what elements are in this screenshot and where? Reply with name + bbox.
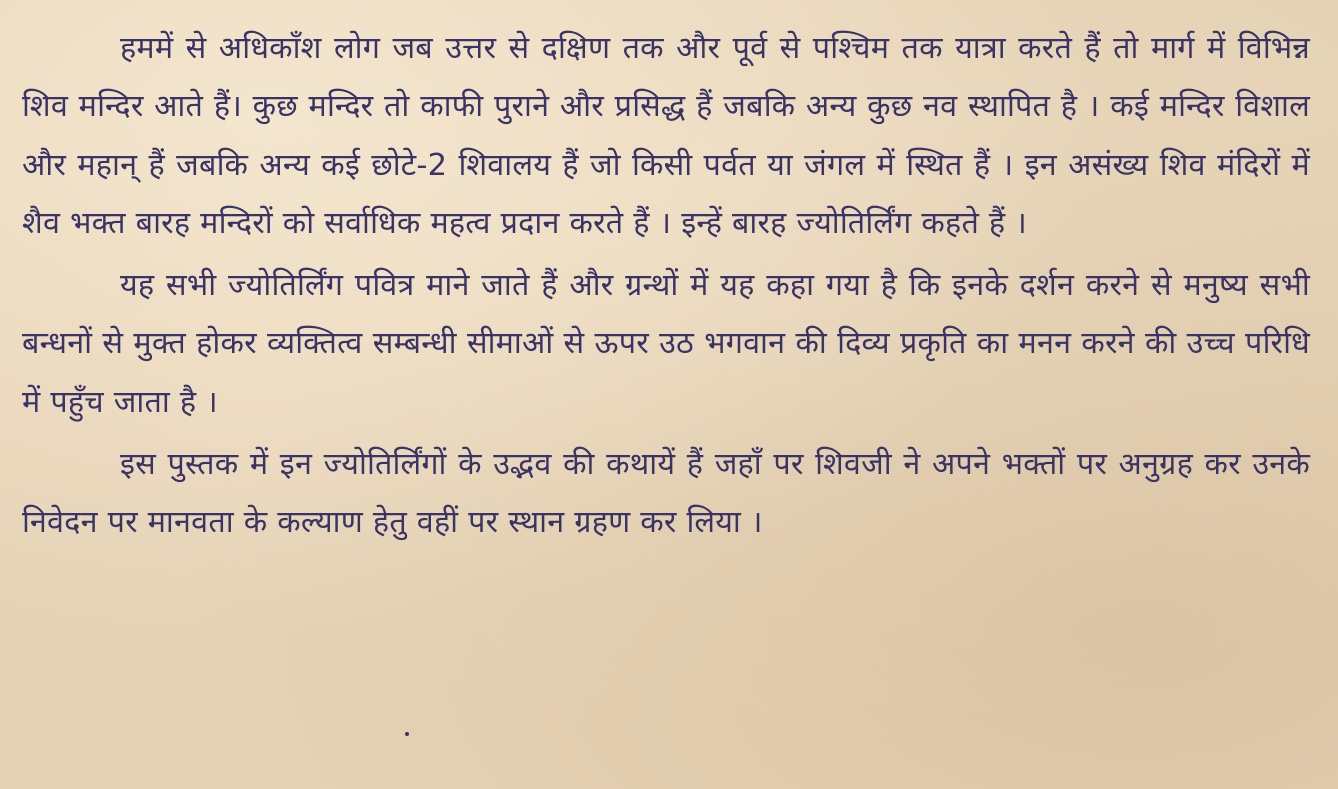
paragraph-introduction: हममें से अधिकाँश लोग जब उत्तर से दक्षिण तक और पूर्व से पश्चिम तक यात्रा करते हैं तो मार्ग में विभिन्न शिव मन्दिर आते हैं। कुछ मन्दिर तो काफी पुराने और प्रसिद्ध हैं जबकि अन्य कुछ नव स्थापित है । कई मन्दिर विशाल और महान् हैं जबकि अन्य कई छोटे-2 शिवालय हैं जो किसी पर्वत या जंगल में स्थित हैं । इन असंख्य शिव मंदिरों में शैव भक्त बारह मन्दिरों को सर्वाधिक महत्व प्रदान करते हैं । इन्हें बारह ज्योतिर्लिंग कहते हैं । <box>22 31 1310 241</box>
paragraph-significance: यह सभी ज्योतिर्लिंग पवित्र माने जाते हैं और ग्रन्थों में यह कहा गया है कि इनके दर्शन करने से मनुष्य सभी बन्धनों से मुक्त होकर व्यक्तित्व सम्बन्धी सीमाओं से ऊपर उठ भगवान की दिव्य प्रकृति का मनन करने की उच्च परिधि में पहुँच जाता है । <box>22 268 1310 420</box>
ink-speck <box>405 732 409 736</box>
paragraph-book-content: इस पुस्तक में इन ज्योतिर्लिंगों के उद्भव की कथायें हैं जहाँ पर शिवजी ने अपने भक्तों पर अनुग्रह कर उनके निवेदन पर मानवता के कल्याण हेतु वहीं पर स्थान ग्रहण कर लिया । <box>22 447 1310 541</box>
